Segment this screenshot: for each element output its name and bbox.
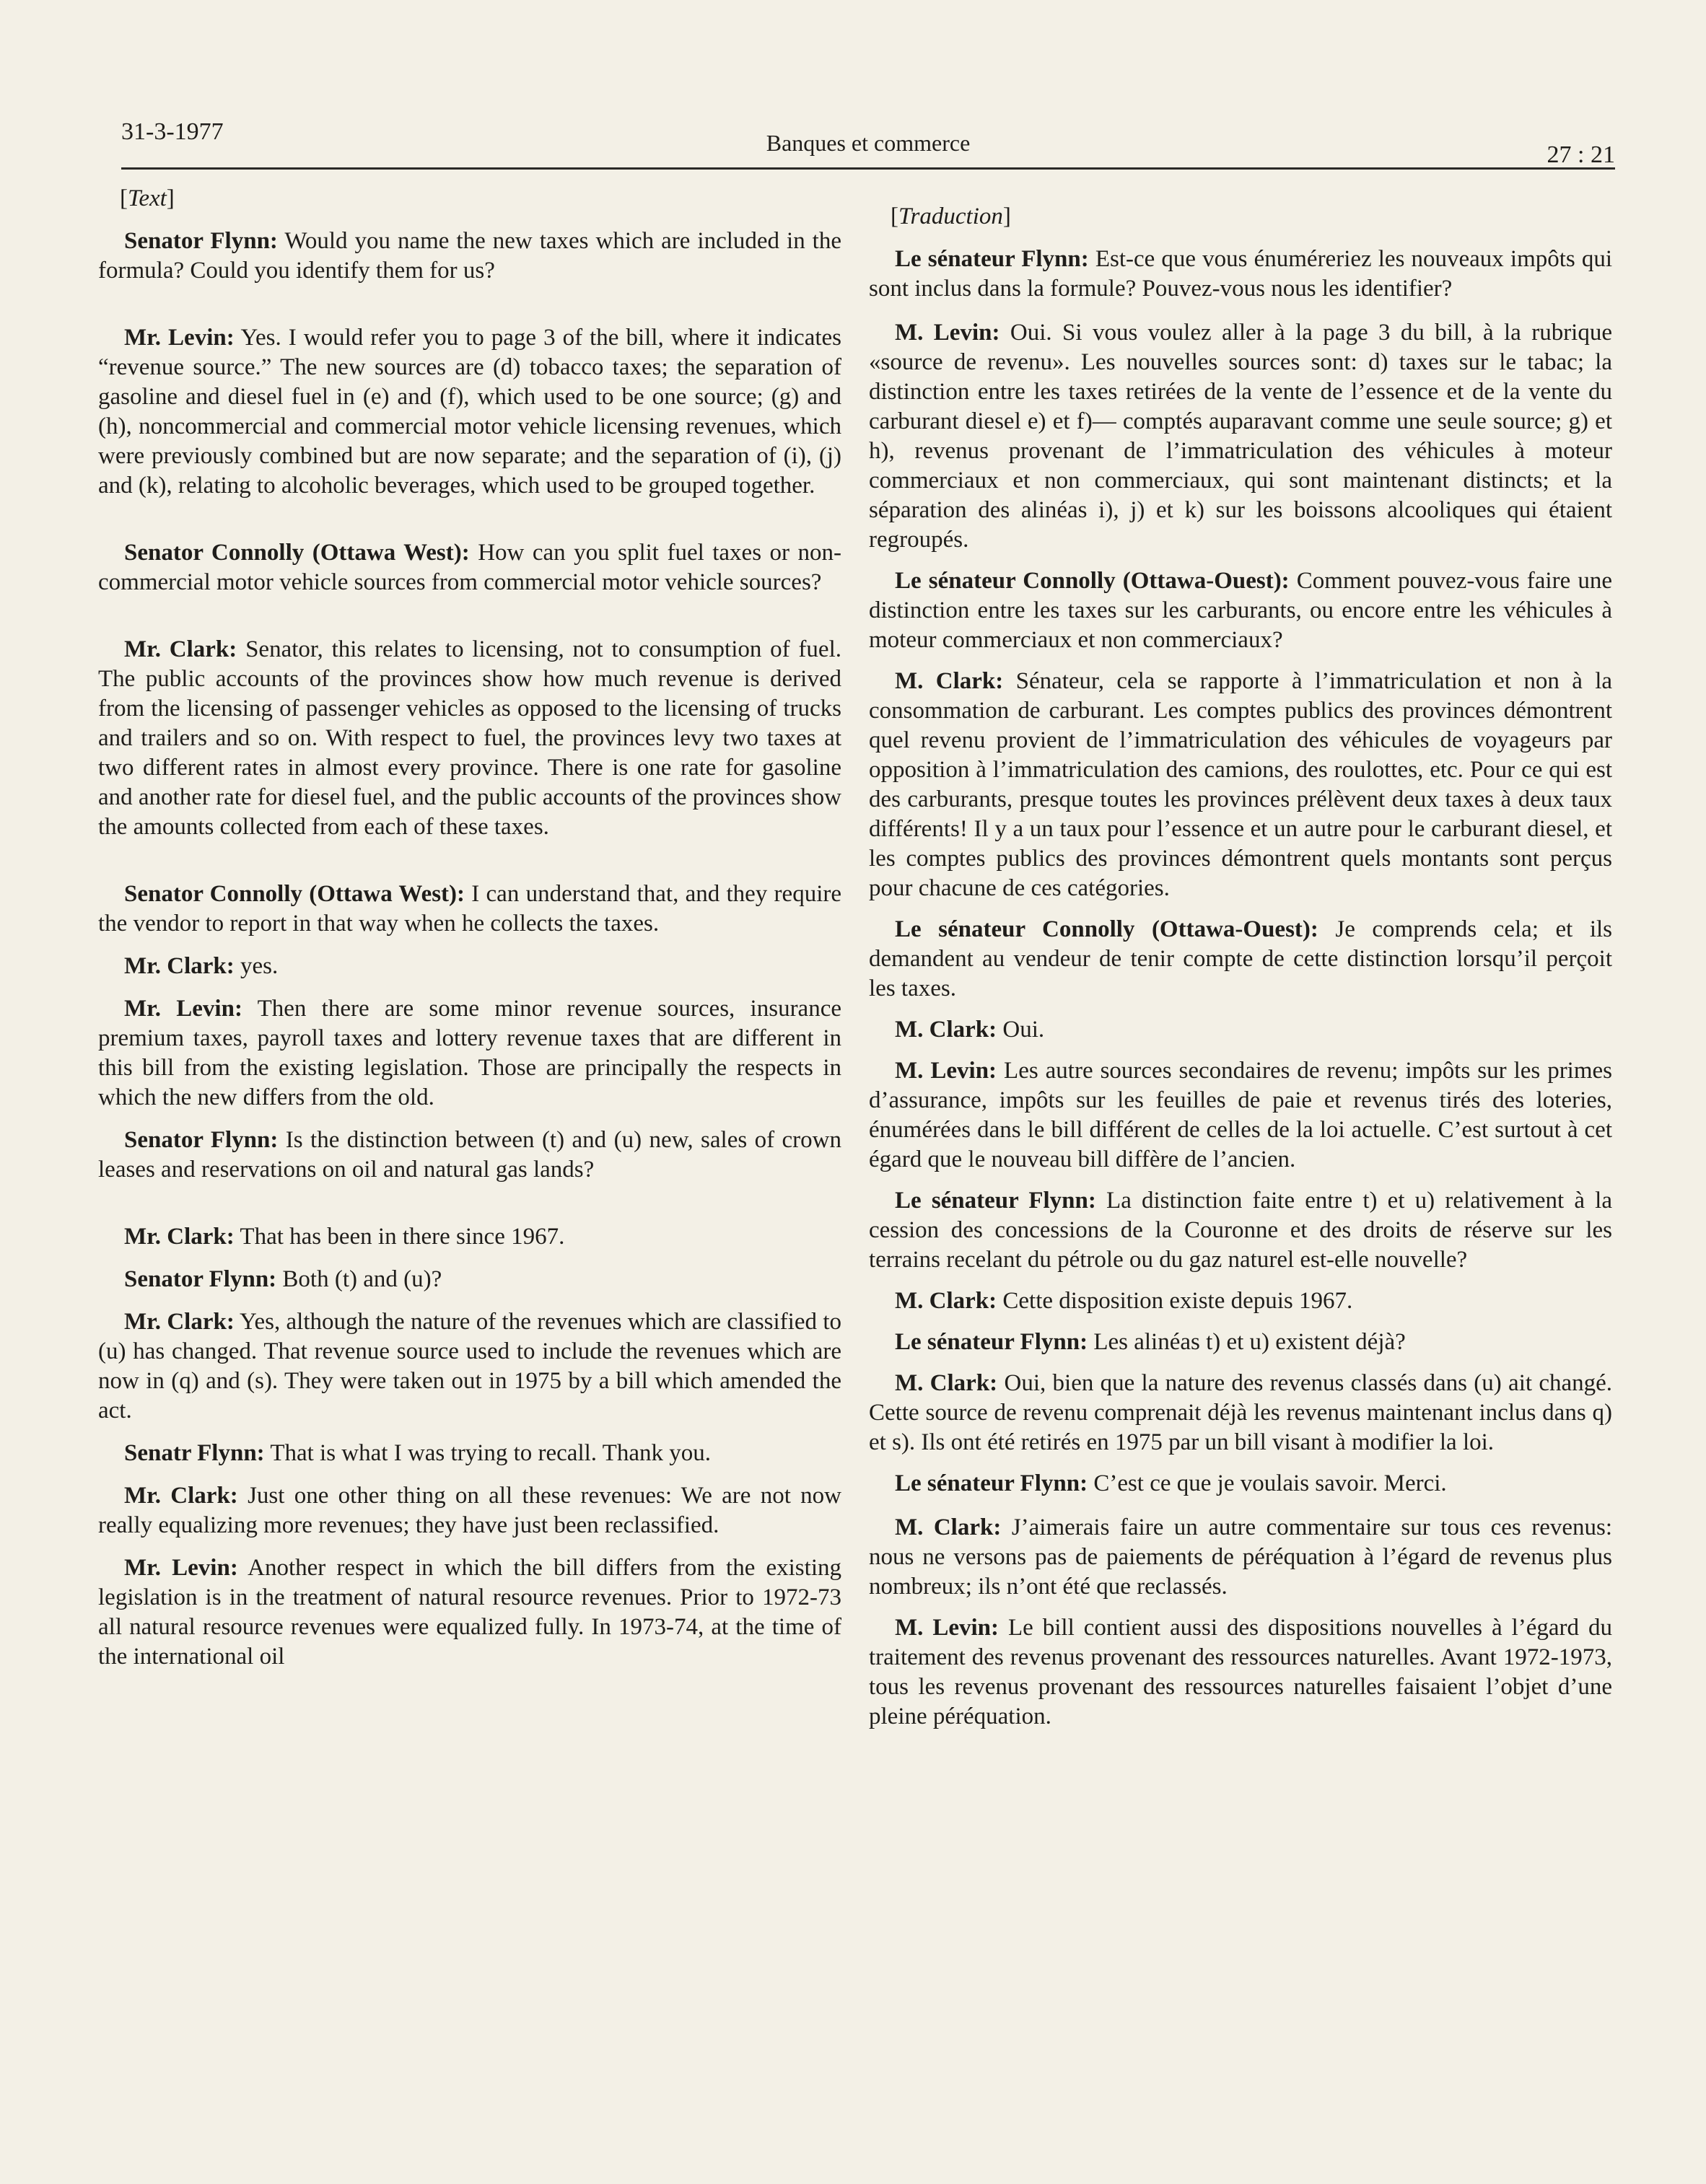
speech-text: That is what I was trying to recall. Thank you.	[270, 1440, 711, 1466]
header-page-number: 27 : 21	[1547, 141, 1615, 168]
speech-text: I can understand that, and they require the vendor to report in that way when he collects the taxes.	[98, 881, 841, 937]
speech-text: Oui. Si vous voulez aller à la page 3 du bill, à la rubrique «source de revenu». Les nouvelles sources sont: d) taxes sur le tabac; la distinction entre les taxes retirées de la vente de l’essence et de la vente du carburant diesel e) et f)— comptés auparavant comme une seule source; g) et h), revenus provenant de l’immatriculation des véhicules à moteur commerciaux et non commerciaux, qui sont maintenant distincts; et la séparation des alinéas i), j) et k) sur les boissons alcooliques qui étaient regroupés.	[869, 320, 1612, 553]
speaker-name: Mr. Levin:	[124, 996, 242, 1022]
speaker-name: Mr. Clark:	[124, 1483, 238, 1509]
speech-text: Another respect in which the bill differs from the existing legislation is in the treatment of natural resource revenues. Prior to 1972-73 all natural resource revenues were equalized fully. In 1973-74, at the time of the international oil	[98, 1555, 841, 1670]
transcript-entry	[98, 1307, 841, 1426]
speaker-name: Senator Connolly (Ottawa West):	[124, 540, 470, 566]
speech-text: Oui, bien que la nature des revenus classés dans (u) ait changé. Cette source de revenu comprenait déjà les revenus maintenant inclus dans q) et s). Ils ont été retirés en 1975 par un bill visant à modifier la loi.	[869, 1370, 1613, 1455]
transcript-entry	[98, 880, 841, 939]
transcript-entry	[98, 1481, 841, 1540]
speaker-name: Le sénateur Flynn:	[895, 246, 1089, 272]
speech-text: Je comprends cela; et ils demandent au vendeur de tenir compte de cette distinction lorsqu’il perçoit les taxes.	[869, 916, 1613, 1001]
transcript-entry	[869, 1015, 1612, 1045]
transcript-entry	[98, 1126, 841, 1185]
transcript-entry	[98, 538, 841, 597]
header-date: 31-3-1977	[121, 118, 224, 145]
speech-text: Yes, although the nature of the revenues which are classified to (u) has changed. That revenue source used to include the revenues which are now in (q) and (s). They were taken out in 1975 by a bill which amended the act.	[98, 1309, 841, 1424]
speech-text: J’aimerais faire un autre commentaire sur tous ces revenus: nous ne versons pas de paiements de péréquation à l’égard de revenus plus nombreux; ils n’ont été que reclassés.	[869, 1514, 1613, 1600]
section-marker-traduction: [Traduction]	[891, 203, 1011, 229]
speaker-name: Le sénateur Connolly (Ottawa-Ouest):	[895, 568, 1290, 594]
section-marker-text: [Text]	[120, 185, 175, 211]
speech-text: Is the distinction between (t) and (u) new, sales of crown leases and reservations on oil and natural gas lands?	[98, 1127, 842, 1183]
speaker-name: Mr. Levin:	[124, 325, 235, 351]
speech-text: La distinction faite entre t) et u) relativement à la cession des concessions de la Couronne et des droits de réserve sur les terrains recelant du pétrole ou du gaz naturel est-elle nouvelle?	[869, 1188, 1612, 1273]
speaker-name: Senator Flynn:	[124, 228, 278, 254]
speaker-name: M. Levin:	[895, 1615, 999, 1641]
transcript-entry	[869, 245, 1612, 304]
english-column	[98, 184, 841, 1672]
speaker-name: Mr. Clark:	[124, 1224, 235, 1250]
speaker-name: Le sénateur Flynn:	[895, 1188, 1096, 1214]
speaker-name: Mr. Clark:	[124, 953, 235, 979]
transcript-entry	[98, 1222, 841, 1252]
transcript-entry	[869, 1513, 1612, 1602]
speech-text: Sénateur, cela se rapporte à l’immatriculation et non à la consommation de carburant. Les comptes publics des provinces démontrent quel revenu provient de l’immatriculation des véhicules de voyageurs par opposition à l’immatriculation des camions, des roulottes, etc. Pour ce qui est des carburants, presque toutes les provinces prélèvent deux taxes à deux taux différents! Il y a un taux pour l’essence et un autre pour le carburant diesel, et les comptes publics des provinces démontrent quels montants sont perçus pour chacune de ces catégories.	[869, 668, 1613, 901]
transcript-entry	[869, 1186, 1612, 1275]
speech-text: yes.	[240, 953, 279, 979]
speech-text: Cette disposition existe depuis 1967.	[1002, 1288, 1353, 1314]
speaker-name: M. Clark:	[895, 1017, 997, 1043]
speech-text: Les autre sources secondaires de revenu; impôts sur les primes d’assurance, impôts sur les feuilles de paie et revenus tirés des loteries, énumérées dans le bill différent de celles de la loi actuelle. C’est surtout à cet égard que le nouveau bill diffère de l’ancien.	[869, 1058, 1613, 1172]
transcript-entry	[98, 323, 841, 501]
speech-text: That has been in there since 1967.	[240, 1224, 565, 1250]
speech-text: Both (t) and (u)?	[282, 1266, 442, 1292]
transcript-entry	[869, 1613, 1612, 1732]
speech-text: Comment pouvez-vous faire une distinction entre les taxes sur les carburants, ou encore entre les véhicules à moteur commerciaux et non commerciaux?	[869, 568, 1612, 653]
speaker-name: Le sénateur Connolly (Ottawa-Ouest):	[895, 916, 1318, 942]
transcript-entry	[869, 667, 1612, 903]
speech-text: Est-ce que vous énuméreriez les nouveaux impôts qui sont inclus dans la formule? Pouvez-vous nous les identifier?	[869, 246, 1613, 302]
speaker-name: Mr. Clark:	[124, 1309, 235, 1335]
speaker-name: Mr. Levin:	[124, 1555, 238, 1581]
speaker-name: Senatr Flynn:	[124, 1440, 265, 1466]
transcript-entry	[98, 1265, 841, 1294]
speech-text: Le bill contient aussi des dispositions nouvelles à l’égard du traitement des revenus provenant des ressources naturelles. Avant 1972-1973, tous les revenus provenant des ressources naturelles faisaient l’objet d’une pleine péréquation.	[869, 1615, 1612, 1729]
transcript-entry	[98, 227, 841, 286]
speech-text: Yes. I would refer you to page 3 of the bill, where it indicates “revenue source.” The new sources are (d) tobacco taxes; the separation of gasoline and diesel fuel in (e) and (f), which used to be one source; (g) and (h), noncommercial and commercial motor vehicle licensing revenues, which were previously combined but are now separate; and the separation of (i), (j) and (k), relating to alcoholic beverages, which used to be grouped together.	[98, 325, 841, 499]
header-title: Banques et commerce	[766, 130, 971, 156]
speech-text: C’est ce que je voulais savoir. Merci.	[1093, 1470, 1447, 1496]
speaker-name: M. Levin:	[895, 1058, 997, 1084]
transcript-entry	[869, 1056, 1612, 1175]
speaker-name: M. Clark:	[895, 1370, 998, 1396]
transcript-entry	[869, 1469, 1612, 1499]
transcript-entry	[869, 1286, 1612, 1316]
speech-text: How can you split fuel taxes or non-commercial motor vehicle sources from commercial motor vehicle sources?	[98, 540, 841, 595]
page-header	[121, 115, 1615, 170]
speaker-name: M. Levin:	[895, 320, 1000, 346]
transcript-entry	[869, 915, 1612, 1004]
french-column	[869, 202, 1612, 1732]
transcript-entry	[98, 952, 841, 981]
speaker-name: Senator Flynn:	[124, 1127, 279, 1153]
speaker-name: Senator Connolly (Ottawa West):	[124, 881, 465, 907]
transcript-entry	[869, 1328, 1612, 1357]
speech-text: Would you name the new taxes which are included in the formula? Could you identify them for us?	[98, 228, 842, 284]
transcript-entry	[869, 318, 1612, 555]
speaker-name: Le sénateur Flynn:	[895, 1470, 1088, 1496]
transcript-entry	[869, 1369, 1612, 1457]
transcript-entry	[869, 566, 1612, 655]
speaker-name: Senator Flynn:	[124, 1266, 277, 1292]
speech-text: Just one other thing on all these revenues: We are not now really equalizing more revenues; they have just been reclassified.	[98, 1483, 841, 1538]
transcript-entry	[98, 994, 841, 1113]
speech-text: Oui.	[1002, 1017, 1045, 1043]
speaker-name: M. Clark:	[895, 1514, 1002, 1540]
transcript-entry	[98, 1439, 841, 1468]
speaker-name: Mr. Clark:	[124, 636, 237, 662]
speech-text: Then there are some minor revenue sources, insurance premium taxes, payroll taxes and lottery revenue taxes that are different in this bill from the existing legislation. Those are principally the respects in which the new differs from the old.	[98, 996, 841, 1110]
speaker-name: Le sénateur Flynn:	[895, 1329, 1088, 1355]
speaker-name: M. Clark:	[895, 1288, 997, 1314]
speech-text: Senator, this relates to licensing, not to consumption of fuel. The public accounts of the provinces show how much revenue is derived from the licensing of passenger vehicles as opposed to the licensing of trucks and trailers and so on. With respect to fuel, the provinces levy two taxes at two different rates in almost every province. There is one rate for gasoline and another rate for diesel fuel, and the public accounts of the provinces show the amounts collected from each of these taxes.	[98, 636, 841, 840]
speaker-name: M. Clark:	[895, 668, 1004, 694]
transcript-entry	[98, 635, 841, 842]
transcript-entry	[98, 1553, 841, 1672]
speech-text: Les alinéas t) et u) existent déjà?	[1093, 1329, 1406, 1355]
